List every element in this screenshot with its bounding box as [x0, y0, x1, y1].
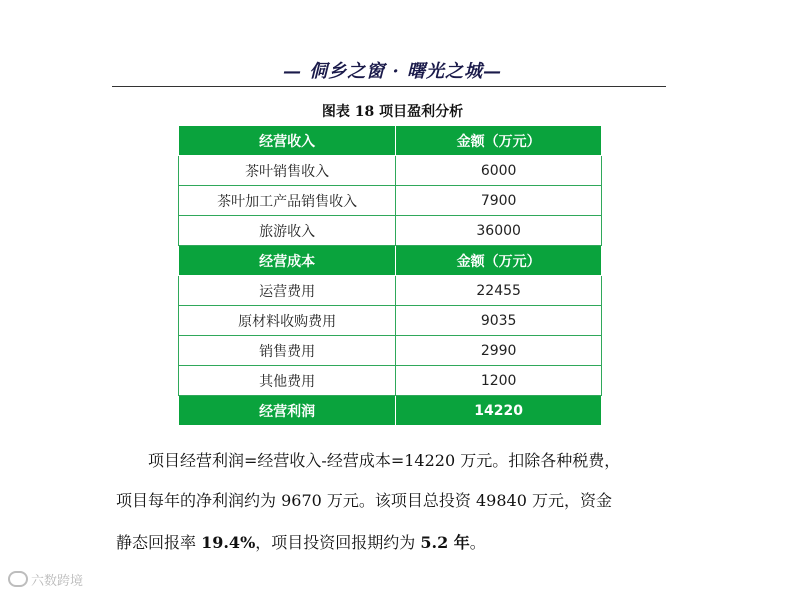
table-cell-value: 22455: [396, 276, 602, 306]
paragraph-line-2: 项目每年的净利润约为 9670 万元。该项目总投资 49840 万元，资金: [116, 491, 612, 510]
table-cell-label: 原材料收购费用: [179, 306, 396, 336]
table-caption: 图表 18 项目盈利分析: [321, 104, 464, 120]
paragraph-line-3: [116, 530, 676, 553]
table-row: [179, 216, 602, 246]
text-span: ，项目投资回报期约为: [255, 533, 421, 552]
profit-table: [178, 125, 602, 426]
table-cell-label: 经营收入: [179, 126, 396, 156]
header-rule: [112, 86, 666, 87]
table-cell-label: 旅游收入: [179, 216, 396, 246]
table-cell-value: 2990: [396, 336, 602, 366]
table-cell-label: 经营利润: [179, 396, 396, 426]
paragraph-line-1: 项目经营利润=经营收入-经营成本=14220 万元。扣除各种税费，: [148, 451, 621, 470]
text-span: 。: [469, 533, 486, 552]
table-cell-value: 金额（万元）: [396, 246, 602, 276]
table-row: [179, 276, 602, 306]
table-cell-value: 7900: [396, 186, 602, 216]
text-span: 静态回报率: [116, 533, 202, 552]
table-cell-value: 金额（万元）: [396, 126, 602, 156]
table-header-row: [179, 246, 602, 276]
table-cell-value: 14220: [396, 396, 602, 426]
table-cell-value: 6000: [396, 156, 602, 186]
table-cell-label: 其他费用: [179, 366, 396, 396]
table-cell-label: 销售费用: [179, 336, 396, 366]
bold-return-rate: 19.4%: [201, 533, 256, 552]
table-row: [179, 156, 602, 186]
bold-payback-period: 5.2 年: [420, 533, 470, 552]
table-row: [179, 366, 602, 396]
table-row: [179, 186, 602, 216]
table-row: [179, 336, 602, 366]
table-cell-label: 茶叶销售收入: [179, 156, 396, 186]
page-header-title: — 侗乡之窗 · 曙光之城—: [282, 61, 503, 82]
table-cell-value: 9035: [396, 306, 602, 336]
table-row: [179, 306, 602, 336]
table-header-row: [179, 126, 602, 156]
table-cell-label: 运营费用: [179, 276, 396, 306]
table-cell-value: 1200: [396, 366, 602, 396]
table-cell-label: 经营成本: [179, 246, 396, 276]
table-cell-label: 茶叶加工产品销售收入: [179, 186, 396, 216]
watermark-logo-icon: [8, 571, 28, 587]
table-cell-value: 36000: [396, 216, 602, 246]
watermark-text: 六数跨境: [31, 574, 84, 589]
table-header-row: [179, 396, 602, 426]
watermark: [8, 570, 83, 589]
